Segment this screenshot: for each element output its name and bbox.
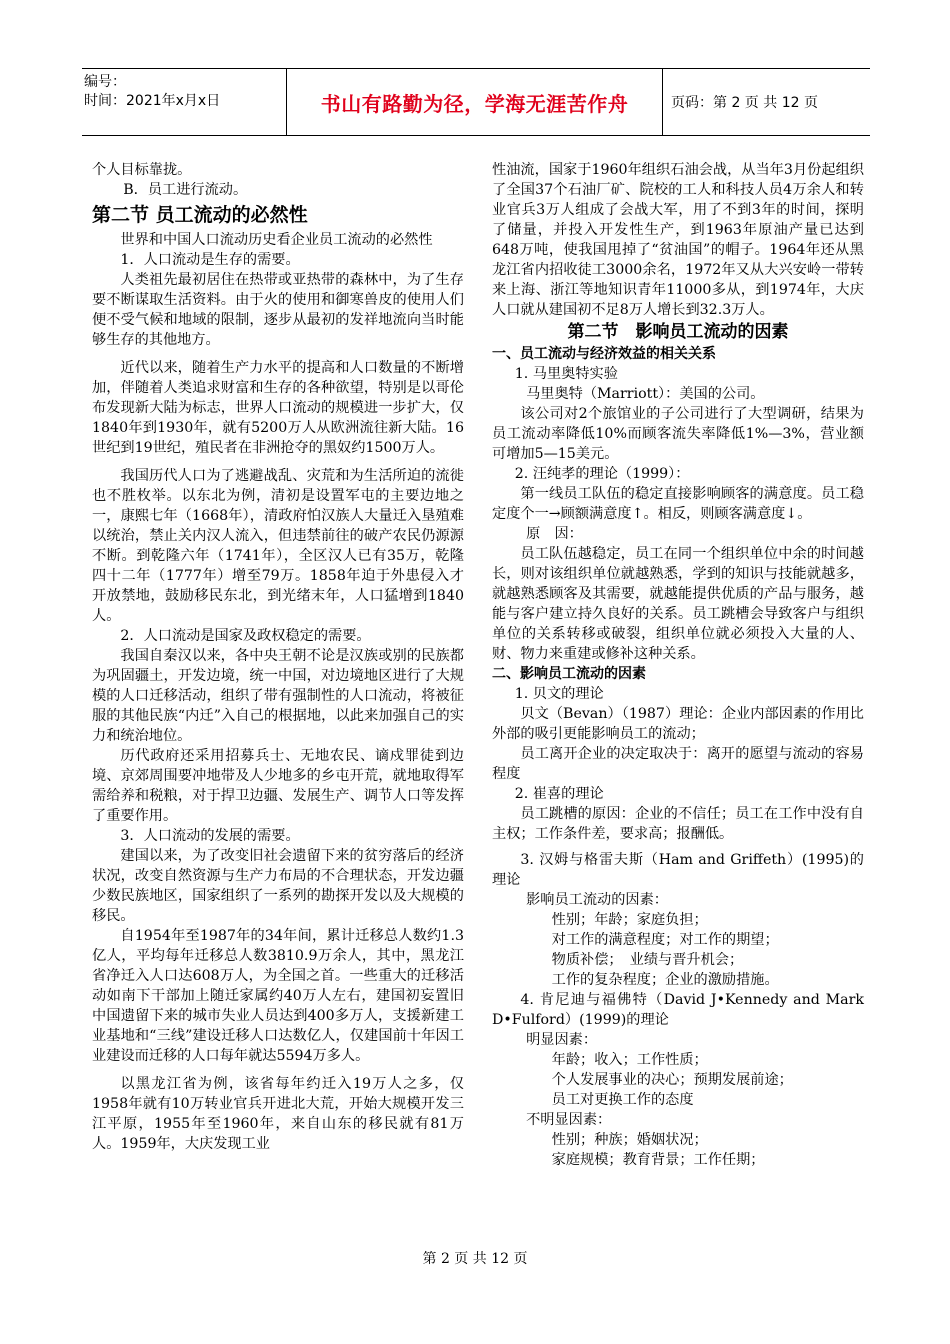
paragraph: 性油流，国家于1960年组织石油会战，从当年3月份起组织了全国37个石油厂矿、院校的工人和科技人员4万余人和转业官兵3万人组成了会战大军，用了不到3年的时间，探明了储量，并投入开发性生产，到1963年原油产量已达到648万吨，使我国甩掉了“贫油国”的帽子。1964年还从黑龙江省内招收徒工3000余名，1972年又从大兴安岭一带转来上海、浙江等地知识青年11000多从，到1974年，大庆人口就从建国初不足8万人增长到32.3万人。 [492,162,864,318]
paragraph: 影响员工流动的因素： [526,892,668,908]
list-item: 2．人口流动是国家及政权稳定的需要。 [120,628,371,644]
page-footer: 第 2 页 共 12 页 [422,1251,528,1267]
paragraph: 个人发展事业的决心；预期发展前途； [551,1072,793,1088]
header-page-label: 页码：第 2 页 共 12 页 [671,95,818,111]
paragraph: 个人目标靠拢。 [92,162,192,178]
left-column [92,160,464,1154]
paragraph: 不明显因素： [526,1112,612,1128]
paragraph: 历代政府还采用招募兵士、无地农民、谪戍罪徒到边境、京郊周围要冲地带及人少地多的乡屯开荒，就地取得军需给养和税粮，对于捍卫边疆、发展生产、调节人口等发挥了重要作用。 [92,748,464,824]
paragraph: 性别；种族；婚姻状况； [551,1132,708,1148]
list-item: 3. 汉姆与格雷夫斯（Ham and Griffeth）(1995)的理论 [492,852,864,888]
paragraph: 以黑龙江省为例，该省每年约迁入19万人之多，仅1958年就有10万转业官兵开进北大荒，开始大规模开发三江平原，1955年至1960年，来自山东的移民就有81万人。1959年，大庆发现工业 [92,1076,464,1152]
paragraph: 员工跳槽的原因：企业的不信任；员工在工作中没有自主权；工作条件差，要求高；报酬低。 [492,806,864,842]
header-motto-cell [287,69,663,135]
subsection-heading: 二、影响员工流动的因素 [492,666,646,682]
paragraph: 建国以来，为了改变旧社会遗留下来的贫穷落后的经济状况，改变自然资源与生产力布局的不合理状态，开发边疆少数民族地区，国家组织了一系列的勘探开发以及大规模的移民。 [92,848,464,924]
paragraph: 近代以来，随着生产力水平的提高和人口数量的不断增加，伴随着人类追求财富和生存的各种欲望，特别是以哥伦布发现新大陆为标志，世界人口流动的规模进一步扩大，仅1840年到1930年，就有5200万人从欧洲流往新大陆。16世纪到19世纪，殖民者在非洲抢夺的黑奴约1500万人。 [92,360,464,456]
paragraph: 第一线员工队伍的稳定直接影响顾客的满意度。员工稳定度个一→顾额满意度↑。相反，则顾客满意度↓。 [492,486,864,522]
section-heading: 第二节 员工流动的必然性 [92,204,308,226]
right-column [492,160,864,1170]
paragraph: 马里奥特（Marriott）：美国的公司。 [526,386,765,402]
paragraph: 我国自秦汉以来，各中央王朝不论是汉族或别的民族都为巩固疆土，开发边境，统一中国，对边境地区进行了大规模的人口迁移活动，组织了带有强制性的人口流动，将被征服的其他民族“内迁”入自己的根据地，以此来加强自己的实力和统治地位。 [92,648,464,744]
paragraph: 性别；年龄；家庭负担； [551,912,708,928]
list-item: B．员工进行流动。 [123,182,248,198]
list-item: 4. 肯尼迪与福佛特（David J•Kennedy and Mark D•Fulford）(1999)的理论 [492,992,864,1028]
paragraph: 我国历代人口为了逃避战乱、灾荒和为生活所迫的流徙也不胜枚举。以东北为例，清初是设置军屯的主要边地之一，康熙七年（1668年），清政府怕汉族人大量迁入垦殖难以统治，禁止关内汉人流入，但违禁前往的破产农民仍源源不断。到乾隆六年（1741年），全区汉人已有35万，乾隆四十二年（1777年）增至79万。1858年迫于外患侵入才开放禁地，鼓励移民东北，到光绪末年，人口猛增到1840人。 [92,468,464,624]
list-item: 1. 贝文的理论 [514,686,604,702]
list-item: 2. 汪纯孝的理论（1999）： [514,466,690,482]
list-item: 1．人口流动是生存的需要。 [120,252,300,268]
paragraph: 对工作的满意程度；对工作的期望； [551,932,779,948]
paragraph: 员工队伍越稳定，员工在同一个组织单位中余的时间越长，则对该组织单位就越熟悉，学到的知识与技能就越多，就越熟悉顾客及其需要，就越能提供优质的产品与服务，越能与客户建立持久良好的关系。员工跳槽会导致客户与组织单位的关系转移或破裂，组织单位就必须投入大量的人、财、物力来重建或修补这种关系。 [492,546,864,662]
header-motto: 书山有路勤为径，学海无涯苦作舟 [320,91,629,116]
document-time-label: 时间：2021年x月x日 [84,93,221,109]
paragraph: 家庭规模；教育背景；工作任期； [551,1152,765,1168]
paragraph: 员工离开企业的决定取决于：离开的愿望与流动的容易程度 [492,746,864,782]
page-header [82,68,870,136]
paragraph: 明显因素： [526,1032,598,1048]
paragraph: 贝文（Bevan）（1987）理论：企业内部因素的作用比外部的吸引更能影响员工的流动； [492,706,864,742]
header-page-cell [663,69,870,135]
paragraph: 人类祖先最初居住在热带或亚热带的森林中，为了生存要不断谋取生活资料。由于火的使用和御寒兽皮的使用人们便不受气候和地域的限制，逐步从最初的发祥地流向当时能够生存的其他地方。 [92,272,464,348]
list-item: 3．人口流动的发展的需要。 [120,828,300,844]
subsection-heading: 一、员工流动与经济效益的相关关系 [492,346,716,362]
paragraph: 工作的复杂程度；企业的激励措施。 [551,972,779,988]
paragraph: 该公司对2个旅馆业的子公司进行了大型调研，结果为员工流动率降低10%而顾客流失率降低1%—3%，营业额可增加5—15美元。 [492,406,864,462]
list-item: 1. 马里奥特实验 [514,366,618,382]
section-heading: 第二节 影响员工流动的因素 [567,322,789,342]
paragraph: 原 因： [526,526,583,542]
document-number-label: 编号： [84,74,126,90]
header-meta [82,69,287,135]
paragraph: 自1954年至1987年的34年间，累计迁移总人数约1.3亿人，平均每年迁移总人数3810.9万余人，其中，黑龙江省净迁入人口达608万人，为全国之首。一些重大的迁移活动如南下干部加上随迁家属约40万人左右，建国初妄置旧中国遗留下来的城市失业人员达到400多万人，支援新建工业基地和“三线”建设迁移人口达数亿人，仅建国前十年因工业建设而迁移的人口每年就达5594万多人。 [92,928,464,1064]
paragraph: 员工对更换工作的态度 [551,1092,694,1108]
paragraph: 年龄；收入；工作性质； [551,1052,708,1068]
paragraph: 世界和中国人口流动历史看企业员工流动的必然性 [120,232,433,248]
list-item: 2. 崔喜的理论 [514,786,604,802]
paragraph: 物质补偿； 业绩与晋升机会； [551,952,744,968]
